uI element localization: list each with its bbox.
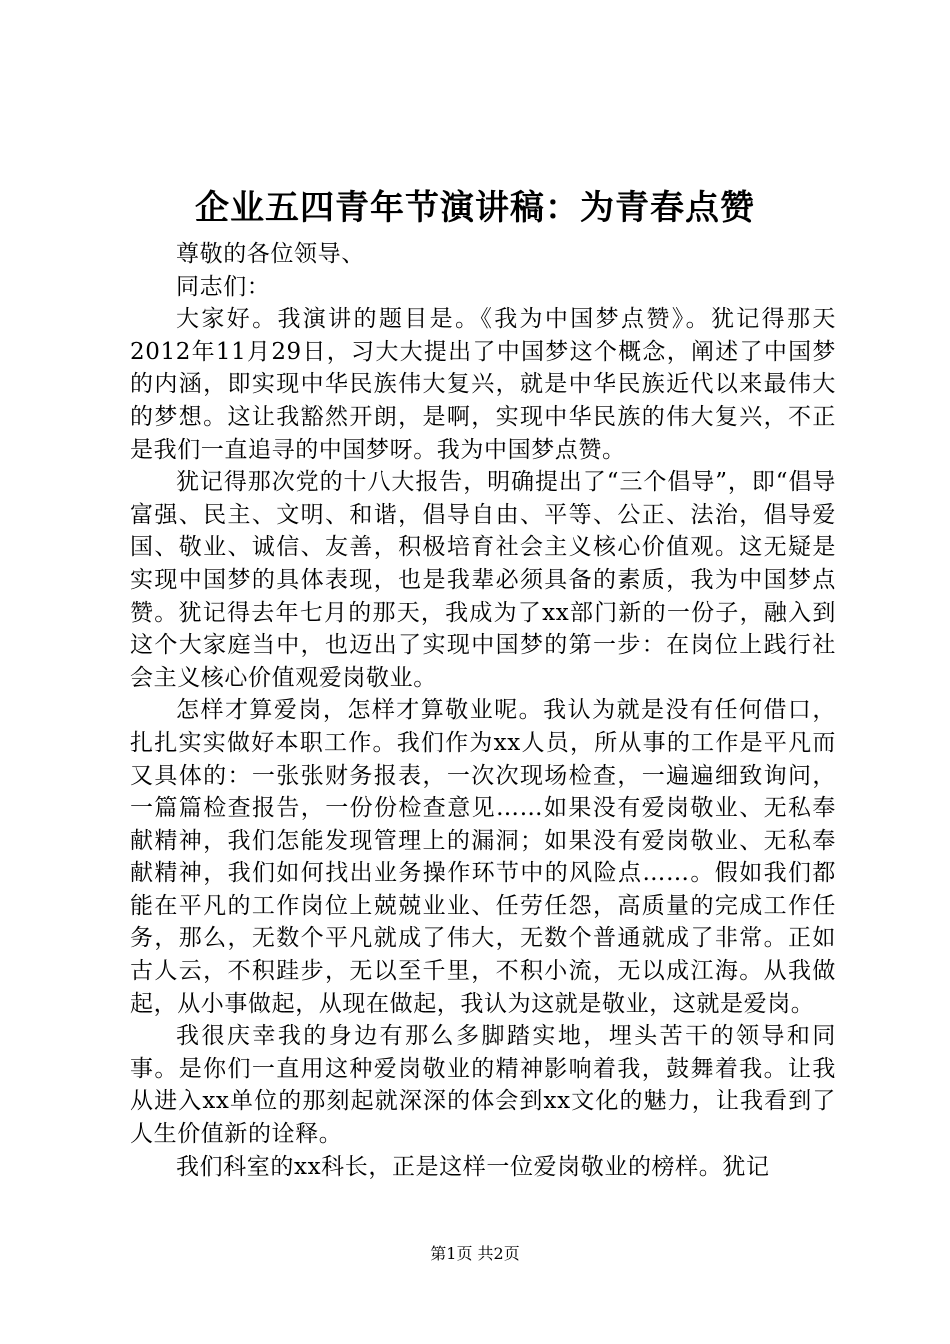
document-title: 企业五四青年节演讲稿：为青春点赞 bbox=[195, 188, 755, 228]
paragraph: 怎样才算爱岗，怎样才算敬业呢。我认为就是没有任何借口，扎扎实实做好本职工作。我们作为xx人员，所从事的工作是平凡而又具体的：一张张财务报表，一次次现场检查，一遍遍细致询问，一篇篇检查报告，一份份检查意见……如果没有爱岗敬业、无私奉献精神，我们怎能发现管理上的漏洞；如果没有爱岗敬业、无私奉献精神，我们如何找出业务操作环节中的风险点……。假如我们都能在平凡的工作岗位上兢兢业业、任劳任怨，高质量的完成工作任务，那么，无数个平凡就成了伟大，无数个普通就成了非常。正如古人云，不积跬步，无以至千里，不积小流，无以成江海。从我做起，从小事做起，从现在做起，我认为这就是敬业，这就是爱岗。 bbox=[130, 697, 836, 1017]
page-number-footer: 第1页 共2页 bbox=[430, 1244, 520, 1263]
document-body bbox=[130, 238, 836, 1183]
salutation-line-2: 同志们： bbox=[176, 273, 271, 300]
paragraph: 大家好。我演讲的题目是。《我为中国梦点赞》。犹记得那天2012年11月29日，习大大提出了中国梦这个概念，阐述了中国梦的内涵，即实现中华民族伟大复兴，就是中华民族近代以来最伟大的梦想。这让我豁然开朗，是啊，实现中华民族的伟大复兴，不正是我们一直追寻的中国梦呀。我为中国梦点赞。 bbox=[130, 306, 836, 463]
paragraph: 犹记得那次党的十八大报告，明确提出了“三个倡导”，即“倡导富强、民主、文明、和谐，倡导自由、平等、公正、法治，倡导爱国、敬业、诚信、友善，积极培育社会主义核心价值观。这无疑是实现中国梦的具体表现，也是我辈必须具备的素质，我为中国梦点赞。犹记得去年七月的那天，我成为了xx部门新的一份子，融入到这个大家庭当中，也迈出了实现中国梦的第一步：在岗位上践行社会主义核心价值观爱岗敬业。 bbox=[130, 469, 836, 691]
paragraph: 我们科室的xx科长，正是这样一位爱岗敬业的榜样。犹记 bbox=[176, 1153, 770, 1180]
paragraph: 我很庆幸我的身边有那么多脚踏实地，埋头苦干的领导和同事。是你们一直用这种爱岗敬业的精神影响着我，鼓舞着我。让我从进入xx单位的那刻起就深深的体会到xx文化的魅力，让我看到了人生价值新的诠释。 bbox=[130, 1023, 836, 1148]
salutation-line-1: 尊敬的各位领导、 bbox=[176, 241, 365, 267]
